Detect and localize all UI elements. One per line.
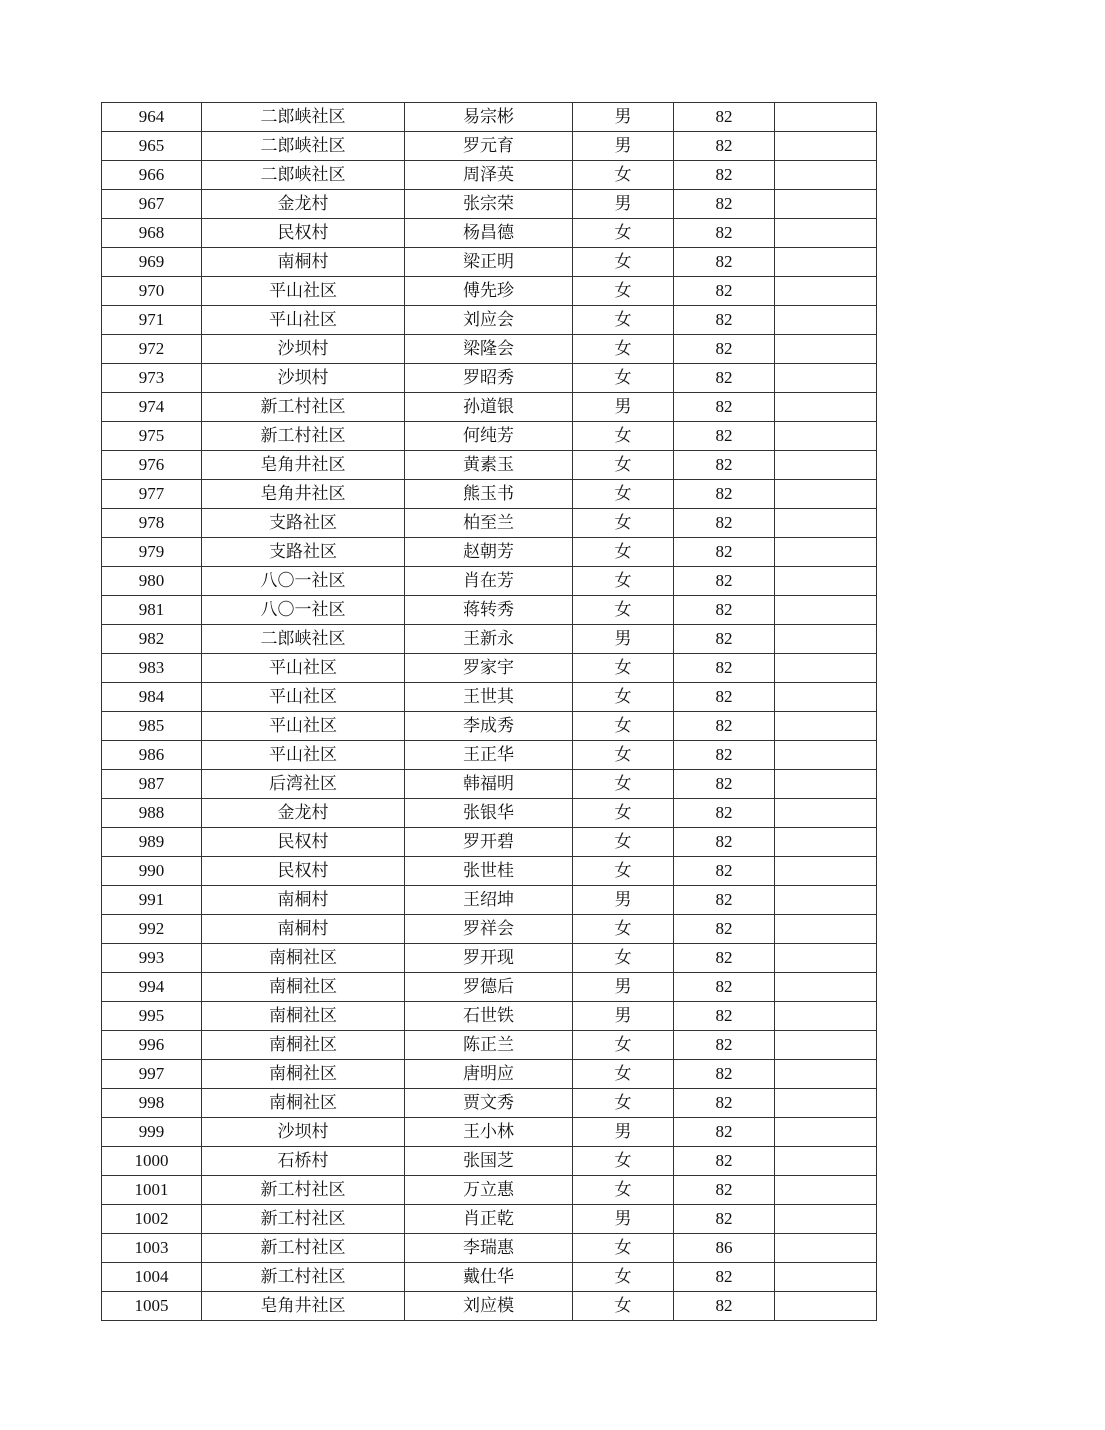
table-row [102, 1147, 877, 1176]
cell-serial-number: 984 [102, 683, 202, 712]
cell-remark [775, 1263, 877, 1292]
cell-community: 金龙村 [202, 190, 405, 219]
cell-person-name: 韩福明 [405, 770, 573, 799]
table-row [102, 741, 877, 770]
cell-community: 南桐村 [202, 915, 405, 944]
table-row [102, 277, 877, 306]
cell-community: 新工村社区 [202, 1263, 405, 1292]
cell-remark [775, 886, 877, 915]
table-row [102, 567, 877, 596]
cell-person-name: 梁隆会 [405, 335, 573, 364]
cell-community: 民权村 [202, 828, 405, 857]
cell-gender: 女 [573, 596, 674, 625]
cell-age: 82 [674, 799, 775, 828]
cell-person-name: 熊玉书 [405, 480, 573, 509]
cell-gender: 女 [573, 248, 674, 277]
cell-remark [775, 1147, 877, 1176]
cell-serial-number: 998 [102, 1089, 202, 1118]
cell-remark [775, 248, 877, 277]
cell-remark [775, 103, 877, 132]
cell-serial-number: 981 [102, 596, 202, 625]
cell-gender: 女 [573, 799, 674, 828]
cell-serial-number: 973 [102, 364, 202, 393]
cell-age: 82 [674, 1118, 775, 1147]
cell-person-name: 蒋转秀 [405, 596, 573, 625]
cell-serial-number: 965 [102, 132, 202, 161]
cell-gender: 女 [573, 1089, 674, 1118]
cell-gender: 男 [573, 393, 674, 422]
table-row [102, 1118, 877, 1147]
cell-serial-number: 1003 [102, 1234, 202, 1263]
table-row [102, 770, 877, 799]
cell-serial-number: 985 [102, 712, 202, 741]
cell-serial-number: 980 [102, 567, 202, 596]
cell-gender: 男 [573, 132, 674, 161]
cell-age: 82 [674, 509, 775, 538]
cell-gender: 女 [573, 1263, 674, 1292]
table-row [102, 1060, 877, 1089]
cell-community: 石桥村 [202, 1147, 405, 1176]
cell-age: 82 [674, 335, 775, 364]
cell-remark [775, 741, 877, 770]
cell-remark [775, 915, 877, 944]
cell-person-name: 张宗荣 [405, 190, 573, 219]
cell-serial-number: 983 [102, 654, 202, 683]
table-row [102, 190, 877, 219]
cell-serial-number: 966 [102, 161, 202, 190]
cell-person-name: 李瑞惠 [405, 1234, 573, 1263]
cell-age: 82 [674, 538, 775, 567]
cell-person-name: 罗元育 [405, 132, 573, 161]
cell-age: 82 [674, 741, 775, 770]
cell-gender: 女 [573, 422, 674, 451]
cell-age: 82 [674, 1292, 775, 1321]
cell-remark [775, 973, 877, 1002]
cell-serial-number: 969 [102, 248, 202, 277]
cell-remark [775, 451, 877, 480]
cell-person-name: 万立惠 [405, 1176, 573, 1205]
cell-serial-number: 999 [102, 1118, 202, 1147]
cell-remark [775, 480, 877, 509]
table-row [102, 1031, 877, 1060]
cell-remark [775, 683, 877, 712]
cell-gender: 女 [573, 335, 674, 364]
cell-remark [775, 393, 877, 422]
cell-community: 南桐村 [202, 248, 405, 277]
cell-serial-number: 986 [102, 741, 202, 770]
cell-person-name: 张世桂 [405, 857, 573, 886]
cell-remark [775, 161, 877, 190]
cell-person-name: 周泽英 [405, 161, 573, 190]
cell-gender: 女 [573, 857, 674, 886]
cell-remark [775, 538, 877, 567]
table-row [102, 219, 877, 248]
cell-person-name: 孙道银 [405, 393, 573, 422]
cell-community: 新工村社区 [202, 422, 405, 451]
cell-community: 平山社区 [202, 277, 405, 306]
cell-person-name: 唐明应 [405, 1060, 573, 1089]
cell-serial-number: 1002 [102, 1205, 202, 1234]
cell-community: 南桐社区 [202, 1002, 405, 1031]
table-row [102, 393, 877, 422]
table-row [102, 248, 877, 277]
cell-serial-number: 995 [102, 1002, 202, 1031]
cell-age: 82 [674, 103, 775, 132]
cell-serial-number: 1005 [102, 1292, 202, 1321]
cell-community: 后湾社区 [202, 770, 405, 799]
cell-age: 82 [674, 1031, 775, 1060]
cell-person-name: 王新永 [405, 625, 573, 654]
cell-community: 新工村社区 [202, 1205, 405, 1234]
cell-gender: 女 [573, 538, 674, 567]
table-row [102, 509, 877, 538]
cell-person-name: 罗开碧 [405, 828, 573, 857]
cell-serial-number: 997 [102, 1060, 202, 1089]
cell-gender: 女 [573, 1292, 674, 1321]
cell-gender: 女 [573, 219, 674, 248]
cell-community: 南桐社区 [202, 1089, 405, 1118]
cell-serial-number: 996 [102, 1031, 202, 1060]
cell-community: 南桐社区 [202, 1031, 405, 1060]
cell-gender: 女 [573, 277, 674, 306]
cell-serial-number: 1004 [102, 1263, 202, 1292]
cell-person-name: 王绍坤 [405, 886, 573, 915]
table-row [102, 480, 877, 509]
table-row [102, 712, 877, 741]
cell-gender: 女 [573, 509, 674, 538]
cell-serial-number: 968 [102, 219, 202, 248]
cell-age: 82 [674, 219, 775, 248]
cell-gender: 男 [573, 1205, 674, 1234]
cell-age: 82 [674, 248, 775, 277]
cell-community: 新工村社区 [202, 393, 405, 422]
cell-serial-number: 992 [102, 915, 202, 944]
table-row [102, 596, 877, 625]
cell-remark [775, 1002, 877, 1031]
cell-serial-number: 987 [102, 770, 202, 799]
table-row [102, 1263, 877, 1292]
cell-serial-number: 967 [102, 190, 202, 219]
cell-person-name: 石世铁 [405, 1002, 573, 1031]
cell-remark [775, 219, 877, 248]
cell-remark [775, 654, 877, 683]
cell-remark [775, 596, 877, 625]
cell-person-name: 梁正明 [405, 248, 573, 277]
cell-gender: 女 [573, 451, 674, 480]
cell-remark [775, 1089, 877, 1118]
table-row [102, 944, 877, 973]
cell-gender: 女 [573, 1147, 674, 1176]
cell-community: 平山社区 [202, 683, 405, 712]
cell-serial-number: 994 [102, 973, 202, 1002]
table-row [102, 799, 877, 828]
cell-age: 82 [674, 712, 775, 741]
cell-serial-number: 993 [102, 944, 202, 973]
cell-age: 82 [674, 132, 775, 161]
cell-age: 82 [674, 654, 775, 683]
cell-serial-number: 978 [102, 509, 202, 538]
cell-remark [775, 770, 877, 799]
cell-gender: 女 [573, 654, 674, 683]
cell-gender: 女 [573, 770, 674, 799]
cell-serial-number: 988 [102, 799, 202, 828]
table-row [102, 654, 877, 683]
cell-person-name: 刘应模 [405, 1292, 573, 1321]
cell-remark [775, 857, 877, 886]
cell-age: 82 [674, 857, 775, 886]
cell-community: 二郎峡社区 [202, 132, 405, 161]
cell-age: 82 [674, 625, 775, 654]
cell-remark [775, 190, 877, 219]
table-row [102, 1205, 877, 1234]
cell-remark [775, 335, 877, 364]
cell-community: 平山社区 [202, 741, 405, 770]
table-row [102, 306, 877, 335]
table-row [102, 915, 877, 944]
cell-age: 82 [674, 1089, 775, 1118]
cell-gender: 女 [573, 741, 674, 770]
cell-community: 沙坝村 [202, 364, 405, 393]
cell-gender: 女 [573, 828, 674, 857]
cell-community: 支路社区 [202, 509, 405, 538]
cell-age: 82 [674, 1060, 775, 1089]
cell-age: 82 [674, 1205, 775, 1234]
cell-remark [775, 567, 877, 596]
cell-person-name: 罗开现 [405, 944, 573, 973]
cell-age: 82 [674, 886, 775, 915]
cell-gender: 女 [573, 480, 674, 509]
cell-person-name: 罗家宇 [405, 654, 573, 683]
cell-person-name: 刘应会 [405, 306, 573, 335]
roster-table [101, 102, 877, 1321]
cell-gender: 男 [573, 103, 674, 132]
table-row [102, 161, 877, 190]
cell-person-name: 肖在芳 [405, 567, 573, 596]
cell-community: 沙坝村 [202, 335, 405, 364]
cell-remark [775, 1205, 877, 1234]
cell-person-name: 赵朝芳 [405, 538, 573, 567]
cell-age: 86 [674, 1234, 775, 1263]
cell-remark [775, 1031, 877, 1060]
table-row [102, 886, 877, 915]
cell-serial-number: 979 [102, 538, 202, 567]
cell-age: 82 [674, 596, 775, 625]
cell-serial-number: 1000 [102, 1147, 202, 1176]
cell-gender: 女 [573, 712, 674, 741]
table-row [102, 828, 877, 857]
cell-community: 皂角井社区 [202, 451, 405, 480]
cell-community: 南桐社区 [202, 1060, 405, 1089]
cell-gender: 女 [573, 306, 674, 335]
table-row [102, 625, 877, 654]
cell-person-name: 李成秀 [405, 712, 573, 741]
cell-age: 82 [674, 915, 775, 944]
cell-remark [775, 277, 877, 306]
cell-person-name: 张国芝 [405, 1147, 573, 1176]
cell-person-name: 杨昌德 [405, 219, 573, 248]
cell-age: 82 [674, 973, 775, 1002]
cell-age: 82 [674, 1147, 775, 1176]
table-row [102, 683, 877, 712]
cell-gender: 女 [573, 944, 674, 973]
cell-age: 82 [674, 944, 775, 973]
cell-serial-number: 975 [102, 422, 202, 451]
cell-age: 82 [674, 422, 775, 451]
cell-remark [775, 1292, 877, 1321]
cell-remark [775, 625, 877, 654]
cell-community: 平山社区 [202, 712, 405, 741]
cell-age: 82 [674, 683, 775, 712]
cell-gender: 女 [573, 1176, 674, 1205]
cell-serial-number: 1001 [102, 1176, 202, 1205]
cell-gender: 女 [573, 683, 674, 712]
cell-community: 平山社区 [202, 654, 405, 683]
cell-gender: 女 [573, 1060, 674, 1089]
cell-remark [775, 509, 877, 538]
cell-person-name: 傅先珍 [405, 277, 573, 306]
cell-age: 82 [674, 364, 775, 393]
cell-serial-number: 972 [102, 335, 202, 364]
cell-community: 八〇一社区 [202, 567, 405, 596]
table-row [102, 422, 877, 451]
cell-age: 82 [674, 828, 775, 857]
table-row [102, 1089, 877, 1118]
cell-community: 皂角井社区 [202, 480, 405, 509]
cell-serial-number: 982 [102, 625, 202, 654]
table-row [102, 103, 877, 132]
cell-person-name: 贾文秀 [405, 1089, 573, 1118]
cell-gender: 男 [573, 1118, 674, 1147]
cell-age: 82 [674, 1002, 775, 1031]
cell-gender: 男 [573, 973, 674, 1002]
table-row [102, 1176, 877, 1205]
cell-community: 民权村 [202, 857, 405, 886]
cell-community: 沙坝村 [202, 1118, 405, 1147]
cell-serial-number: 971 [102, 306, 202, 335]
cell-person-name: 罗德后 [405, 973, 573, 1002]
cell-age: 82 [674, 451, 775, 480]
cell-community: 新工村社区 [202, 1234, 405, 1263]
roster-table-body [102, 103, 877, 1321]
cell-gender: 女 [573, 1234, 674, 1263]
cell-community: 二郎峡社区 [202, 625, 405, 654]
cell-remark [775, 306, 877, 335]
table-row [102, 1002, 877, 1031]
cell-serial-number: 976 [102, 451, 202, 480]
cell-community: 南桐社区 [202, 973, 405, 1002]
cell-remark [775, 132, 877, 161]
cell-remark [775, 712, 877, 741]
table-row [102, 132, 877, 161]
cell-serial-number: 990 [102, 857, 202, 886]
cell-serial-number: 970 [102, 277, 202, 306]
cell-age: 82 [674, 567, 775, 596]
cell-remark [775, 944, 877, 973]
cell-community: 支路社区 [202, 538, 405, 567]
document-page [101, 102, 877, 1321]
cell-community: 二郎峡社区 [202, 161, 405, 190]
table-row [102, 538, 877, 567]
cell-community: 皂角井社区 [202, 1292, 405, 1321]
table-row [102, 1234, 877, 1263]
cell-remark [775, 1118, 877, 1147]
cell-remark [775, 799, 877, 828]
cell-community: 八〇一社区 [202, 596, 405, 625]
cell-age: 82 [674, 480, 775, 509]
cell-person-name: 何纯芳 [405, 422, 573, 451]
cell-age: 82 [674, 161, 775, 190]
cell-gender: 男 [573, 625, 674, 654]
cell-age: 82 [674, 306, 775, 335]
cell-community: 平山社区 [202, 306, 405, 335]
cell-person-name: 黄素玉 [405, 451, 573, 480]
cell-remark [775, 1234, 877, 1263]
cell-remark [775, 364, 877, 393]
table-row [102, 1292, 877, 1321]
cell-community: 民权村 [202, 219, 405, 248]
cell-age: 82 [674, 190, 775, 219]
table-row [102, 451, 877, 480]
cell-person-name: 易宗彬 [405, 103, 573, 132]
cell-gender: 女 [573, 1031, 674, 1060]
cell-serial-number: 964 [102, 103, 202, 132]
cell-serial-number: 977 [102, 480, 202, 509]
cell-age: 82 [674, 393, 775, 422]
cell-community: 二郎峡社区 [202, 103, 405, 132]
cell-age: 82 [674, 277, 775, 306]
table-row [102, 335, 877, 364]
cell-age: 82 [674, 770, 775, 799]
cell-person-name: 张银华 [405, 799, 573, 828]
table-row [102, 973, 877, 1002]
cell-serial-number: 989 [102, 828, 202, 857]
cell-gender: 男 [573, 190, 674, 219]
cell-gender: 女 [573, 915, 674, 944]
cell-gender: 男 [573, 1002, 674, 1031]
cell-person-name: 陈正兰 [405, 1031, 573, 1060]
cell-remark [775, 422, 877, 451]
cell-serial-number: 974 [102, 393, 202, 422]
cell-community: 南桐村 [202, 886, 405, 915]
table-row [102, 857, 877, 886]
cell-person-name: 柏至兰 [405, 509, 573, 538]
cell-person-name: 王正华 [405, 741, 573, 770]
cell-age: 82 [674, 1263, 775, 1292]
cell-person-name: 戴仕华 [405, 1263, 573, 1292]
cell-serial-number: 991 [102, 886, 202, 915]
cell-person-name: 罗昭秀 [405, 364, 573, 393]
cell-gender: 女 [573, 161, 674, 190]
cell-person-name: 王世其 [405, 683, 573, 712]
cell-person-name: 王小林 [405, 1118, 573, 1147]
cell-remark [775, 828, 877, 857]
cell-remark [775, 1060, 877, 1089]
cell-gender: 女 [573, 567, 674, 596]
cell-person-name: 肖正乾 [405, 1205, 573, 1234]
cell-age: 82 [674, 1176, 775, 1205]
cell-community: 新工村社区 [202, 1176, 405, 1205]
table-row [102, 364, 877, 393]
cell-person-name: 罗祥会 [405, 915, 573, 944]
cell-gender: 女 [573, 364, 674, 393]
cell-gender: 男 [573, 886, 674, 915]
cell-remark [775, 1176, 877, 1205]
cell-community: 金龙村 [202, 799, 405, 828]
cell-community: 南桐社区 [202, 944, 405, 973]
